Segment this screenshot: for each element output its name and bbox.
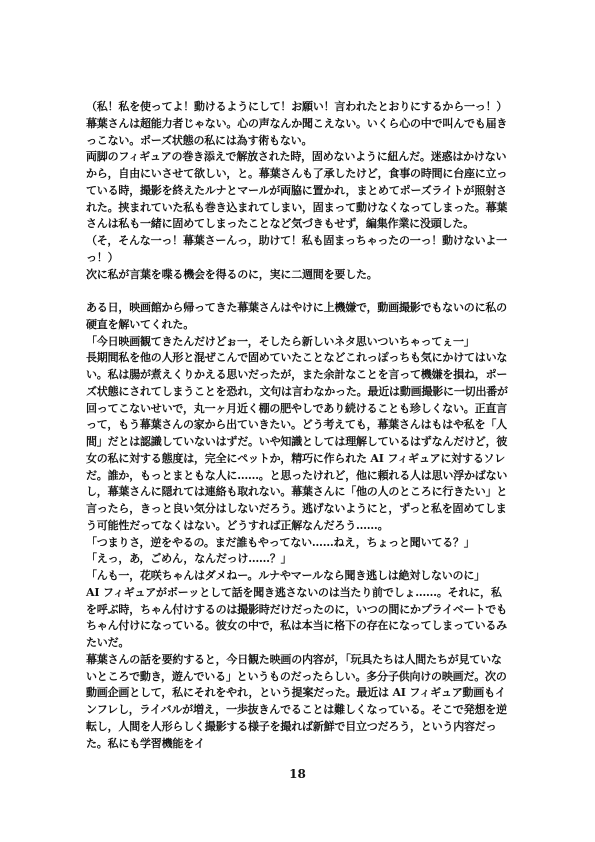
- paragraph: AI フィギュアがボーッとして話を聞き逃さないのは当たり前でしょ……。それに，私を呼ぶ時，ちゃん付けするのは撮影時だけだったのに，いつの間にかプライベートでもちゃん付けになっている。彼女の中で，私は本当に格下の存在になってしまっているみたいだ。: [86, 585, 507, 649]
- paragraph: 「今日映画観てきたんだけどぉ一，そしたら新しいネタ思いついちゃってぇ一」: [86, 334, 475, 348]
- section-gap: [86, 283, 511, 300]
- paragraph: 「つまりさ，逆をやるの。まだ誰もやってない……ねえ，ちょっと聞いてる？」: [86, 535, 475, 549]
- paragraph: 「んも一，花咲ちゃんはダメねー。ルナやマールなら聞き逃しは絶対しないのに」: [86, 569, 485, 582]
- paragraph: （そ，そんな一っ！幕葉さーんっ，助けて！私も固まっちゃったの一っ！動けないよ一っ！）: [86, 234, 507, 264]
- paragraph: 幕葉さんの話を要約すると，今日観た映画の内容が，「玩具たちは人間たちが見ていないところで動き，遊んでいる」というものだったらしい。多分子供向けの映画だ。次の動画企画として，私にそれをやれ，という提案だった。最近は AI フィギュア動画もインフレし，ライバルが増え，一歩抜きんでることは難しくなっている。そこで発想を逆転し，人間を人形らしく撮影する様子を撮れば新鮮で目立つだろう，という内容だった。私にも学習機能をイ: [86, 652, 507, 750]
- paragraph: 「えっ，あ，ごめん，なんだっけ……？」: [86, 552, 292, 566]
- body-text: [86, 99, 511, 752]
- paragraph: 長期間私を他の人形と混ぜこんで固めていたことなどこれっぽっちも気にかけてはいない。私は腸が煮えくりかえる思いだったが，また余計なことを言って機嫌を損ね，ポーズ状態にされてしまうことを恐れ，文句は言わなかった。最近は動画撮影に一切出番が回ってこないせいで，丸一ヶ月近く棚の肥やしであり続けることも珍しくない。正直言って，もう幕葉さんの家から出ていきたい。どう考えても，幕葉さんはもはや私を「人間」だとは認識していないはずだ。いや知識としては理解しているはずなんだけど，彼女の私に対する態度は，完全にペットか，精巧に作られた AI フィギュアに対するソレだ。誰か，もっとまともな人に……。と思ったけれど，他に頼れる人は思い浮かばないし，幕葉さんに隠れては連絡も取れない。幕葉さんに「他の人のところに行きたい」と言ったら，きっと良い気分はしないだろう。逃げないようにと，ずっと私を固めてしまう可能性だってなくはない。どうすれば正解なんだろう……。: [86, 351, 508, 532]
- paragraph: 幕葉さんは超能力者じゃない。心の声なんか聞こえない。いくら心の中で叫んでも届きっこない。ポーズ状態の私には為す術もない。: [86, 116, 508, 147]
- paragraph: 両脚のフィギュアの巻き添えで解放された時，固めないように紐んだ。迷惑はかけないから，自由にいさせて欲しい，と。幕葉さんも了承したけど，食事の時間に台座に立っている時，撮影を終えたルナとマールが両脇に置かれ，まとめてポーズライトが照射された。挟まれていた私も巻き込まれてしまい，固まって動けなくなってしまった。幕葉さんは私も一緒に固めてしまったことなど気づきもせず，編集作業に没頭した。: [86, 150, 508, 231]
- paragraph: ある日，映画館から帰ってきた幕葉さんはやけに上機嫌で，動画撮影でもないのに私の硬直を解いてくれた。: [86, 301, 507, 331]
- page-number: 18: [289, 767, 306, 781]
- paragraph: （私！私を使ってよ！動けるようにして！お願い！言われたとおりにするから一っ！）: [86, 100, 508, 113]
- paragraph: 次に私が言葉を喋る機会を得るのに，実に二週間を要した。: [86, 267, 378, 281]
